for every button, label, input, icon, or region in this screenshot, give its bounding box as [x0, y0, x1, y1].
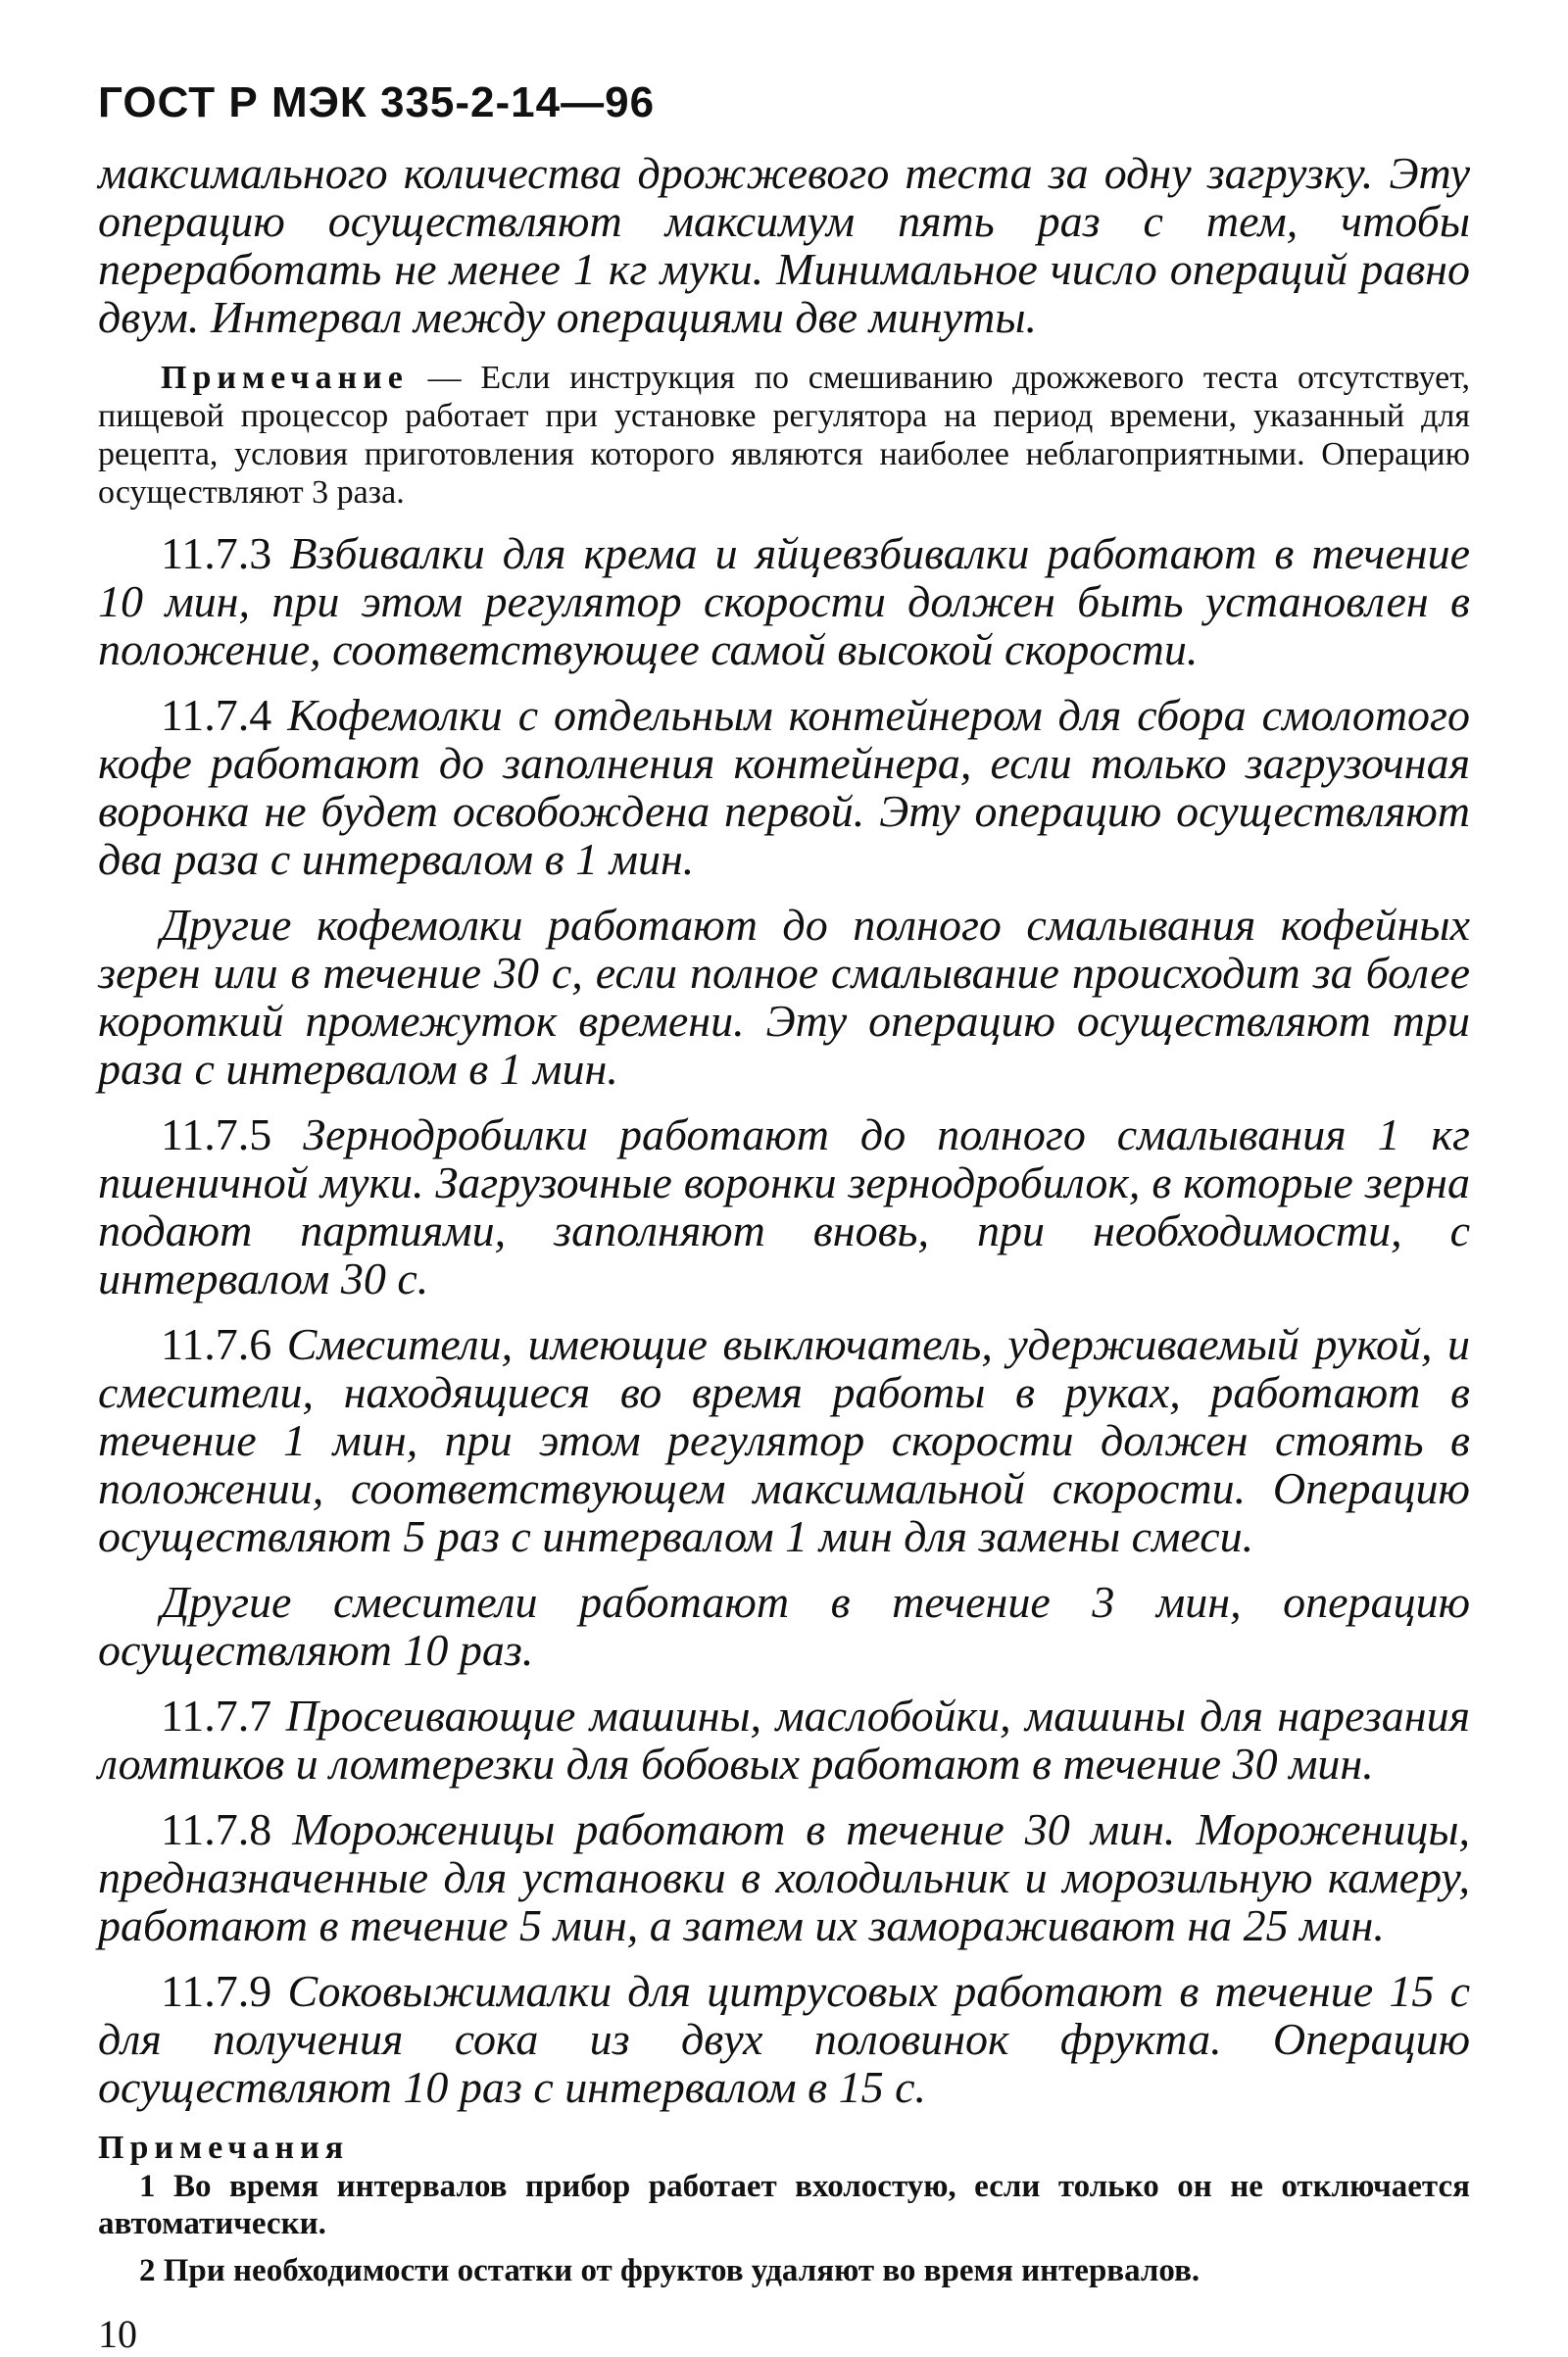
- document-header: ГОСТ Р МЭК 335-2-14—96: [98, 78, 656, 126]
- clause-number: 11.7.9: [161, 1966, 272, 2016]
- clause-text: Просеивающие машины, маслобойки, машины для нарезания ломтиков и ломтерезки для бобовых работают в течение 30 мин.: [98, 1691, 1470, 1789]
- clause-text: Кофемолки с отдельным контейнером для сбора смолотого кофе работают до заполнения контейнера, если только загрузочная воронка не будет освобождена первой. Эту операцию осуществляют два раза с интервалом в 1 мин.: [98, 690, 1470, 884]
- clause-number: 11.7.6: [161, 1319, 272, 1369]
- document-page: [98, 78, 1470, 2357]
- clause-number: 11.7.3: [161, 528, 272, 578]
- clause-11-7-4: [98, 691, 1470, 883]
- clause-text: Взбивалки для крема и яйцевзбивалки работают в течение 10 мин, при этом регулятор скорости должен быть установлен в положение, соответствующее самой высокой скорости.: [98, 528, 1470, 674]
- clause-text: Другие смесители работают в течение 3 мин, операцию осуществляют 10 раз.: [98, 1577, 1470, 1675]
- clause-11-7-6-cont: [98, 1578, 1470, 1674]
- clause-11-7-6: [98, 1320, 1470, 1560]
- clause-number: 11.7.4: [161, 690, 272, 740]
- clause-number: 11.7.5: [161, 1109, 272, 1159]
- clause-11-7-3: [98, 529, 1470, 673]
- clause-11-7-9: [98, 1967, 1470, 2111]
- notes-title: Примечания: [98, 2130, 350, 2166]
- note-text: — Если инструкция по смешиванию дрожжевого теста отсутствует, пищевой процессор работает при установке регулятора на период времени, указанный для рецепта, условия приготовления которого являются наиболее неблагоприятными. Операцию осуществляют 3 раза.: [98, 360, 1470, 511]
- note-title: Примечание: [161, 360, 409, 396]
- clause-11-7-4-cont: [98, 901, 1470, 1093]
- clause-text: Смесители, имеющие выключатель, удерживаемый рукой, и смесители, находящиеся во время работы в руках, работают в течение 1 мин, при этом регулятор скорости должен стоять в положении, соответствующем максимальной скорости. Операцию осуществляют 5 раз с интервалом 1 мин для замены смеси.: [98, 1319, 1471, 1561]
- page-number: 10: [98, 2312, 137, 2356]
- intro-paragraph: максимального количества дрожжевого теста за одну загрузку. Эту операцию осуществляют максимум пять раз с тем, чтобы переработать не менее 1 кг муки. Минимальное число операций равно двум. Интервал между операциями две минуты.: [98, 148, 1470, 342]
- notes-item: 2 При необходимости остатки от фруктов удаляют во время интервалов.: [139, 2253, 1200, 2288]
- clause-text: Мороженицы работают в течение 30 мин. Мороженицы, предназначенные для установки в холодильник и морозильную камеру, работают в течение 5 мин, а затем их замораживают на 25 мин.: [98, 1804, 1470, 1950]
- clause-11-7-8: [98, 1805, 1470, 1949]
- clause-text: Другие кофемолки работают до полного смалывания кофейных зерен или в течение 30 с, если полное смалывание происходит за более короткий промежуток времени. Эту операцию осуществляют три раза с интервалом в 1 мин.: [98, 900, 1470, 1094]
- clause-11-7-5: [98, 1110, 1470, 1302]
- clause-number: 11.7.7: [161, 1691, 272, 1741]
- clause-number: 11.7.8: [161, 1804, 272, 1854]
- clause-11-7-7: [98, 1692, 1470, 1788]
- notes-item: 1 Во время интервалов прибор работает вхолостую, если только он не отключается автоматически.: [98, 2169, 1470, 2241]
- clause-text: Соковыжималки для цитрусовых работают в течение 15 с для получения сока из двух половинок фрукта. Операцию осуществляют 10 раз с интервалом в 15 с.: [98, 1966, 1470, 2112]
- note-paragraph: [98, 359, 1470, 512]
- clause-text: Зернодробилки работают до полного смалывания 1 кг пшеничной муки. Загрузочные воронки зернодробилок, в которые зерна подают партиями, заполняют вновь, при необходимости, с интервалом 30 с.: [98, 1109, 1471, 1303]
